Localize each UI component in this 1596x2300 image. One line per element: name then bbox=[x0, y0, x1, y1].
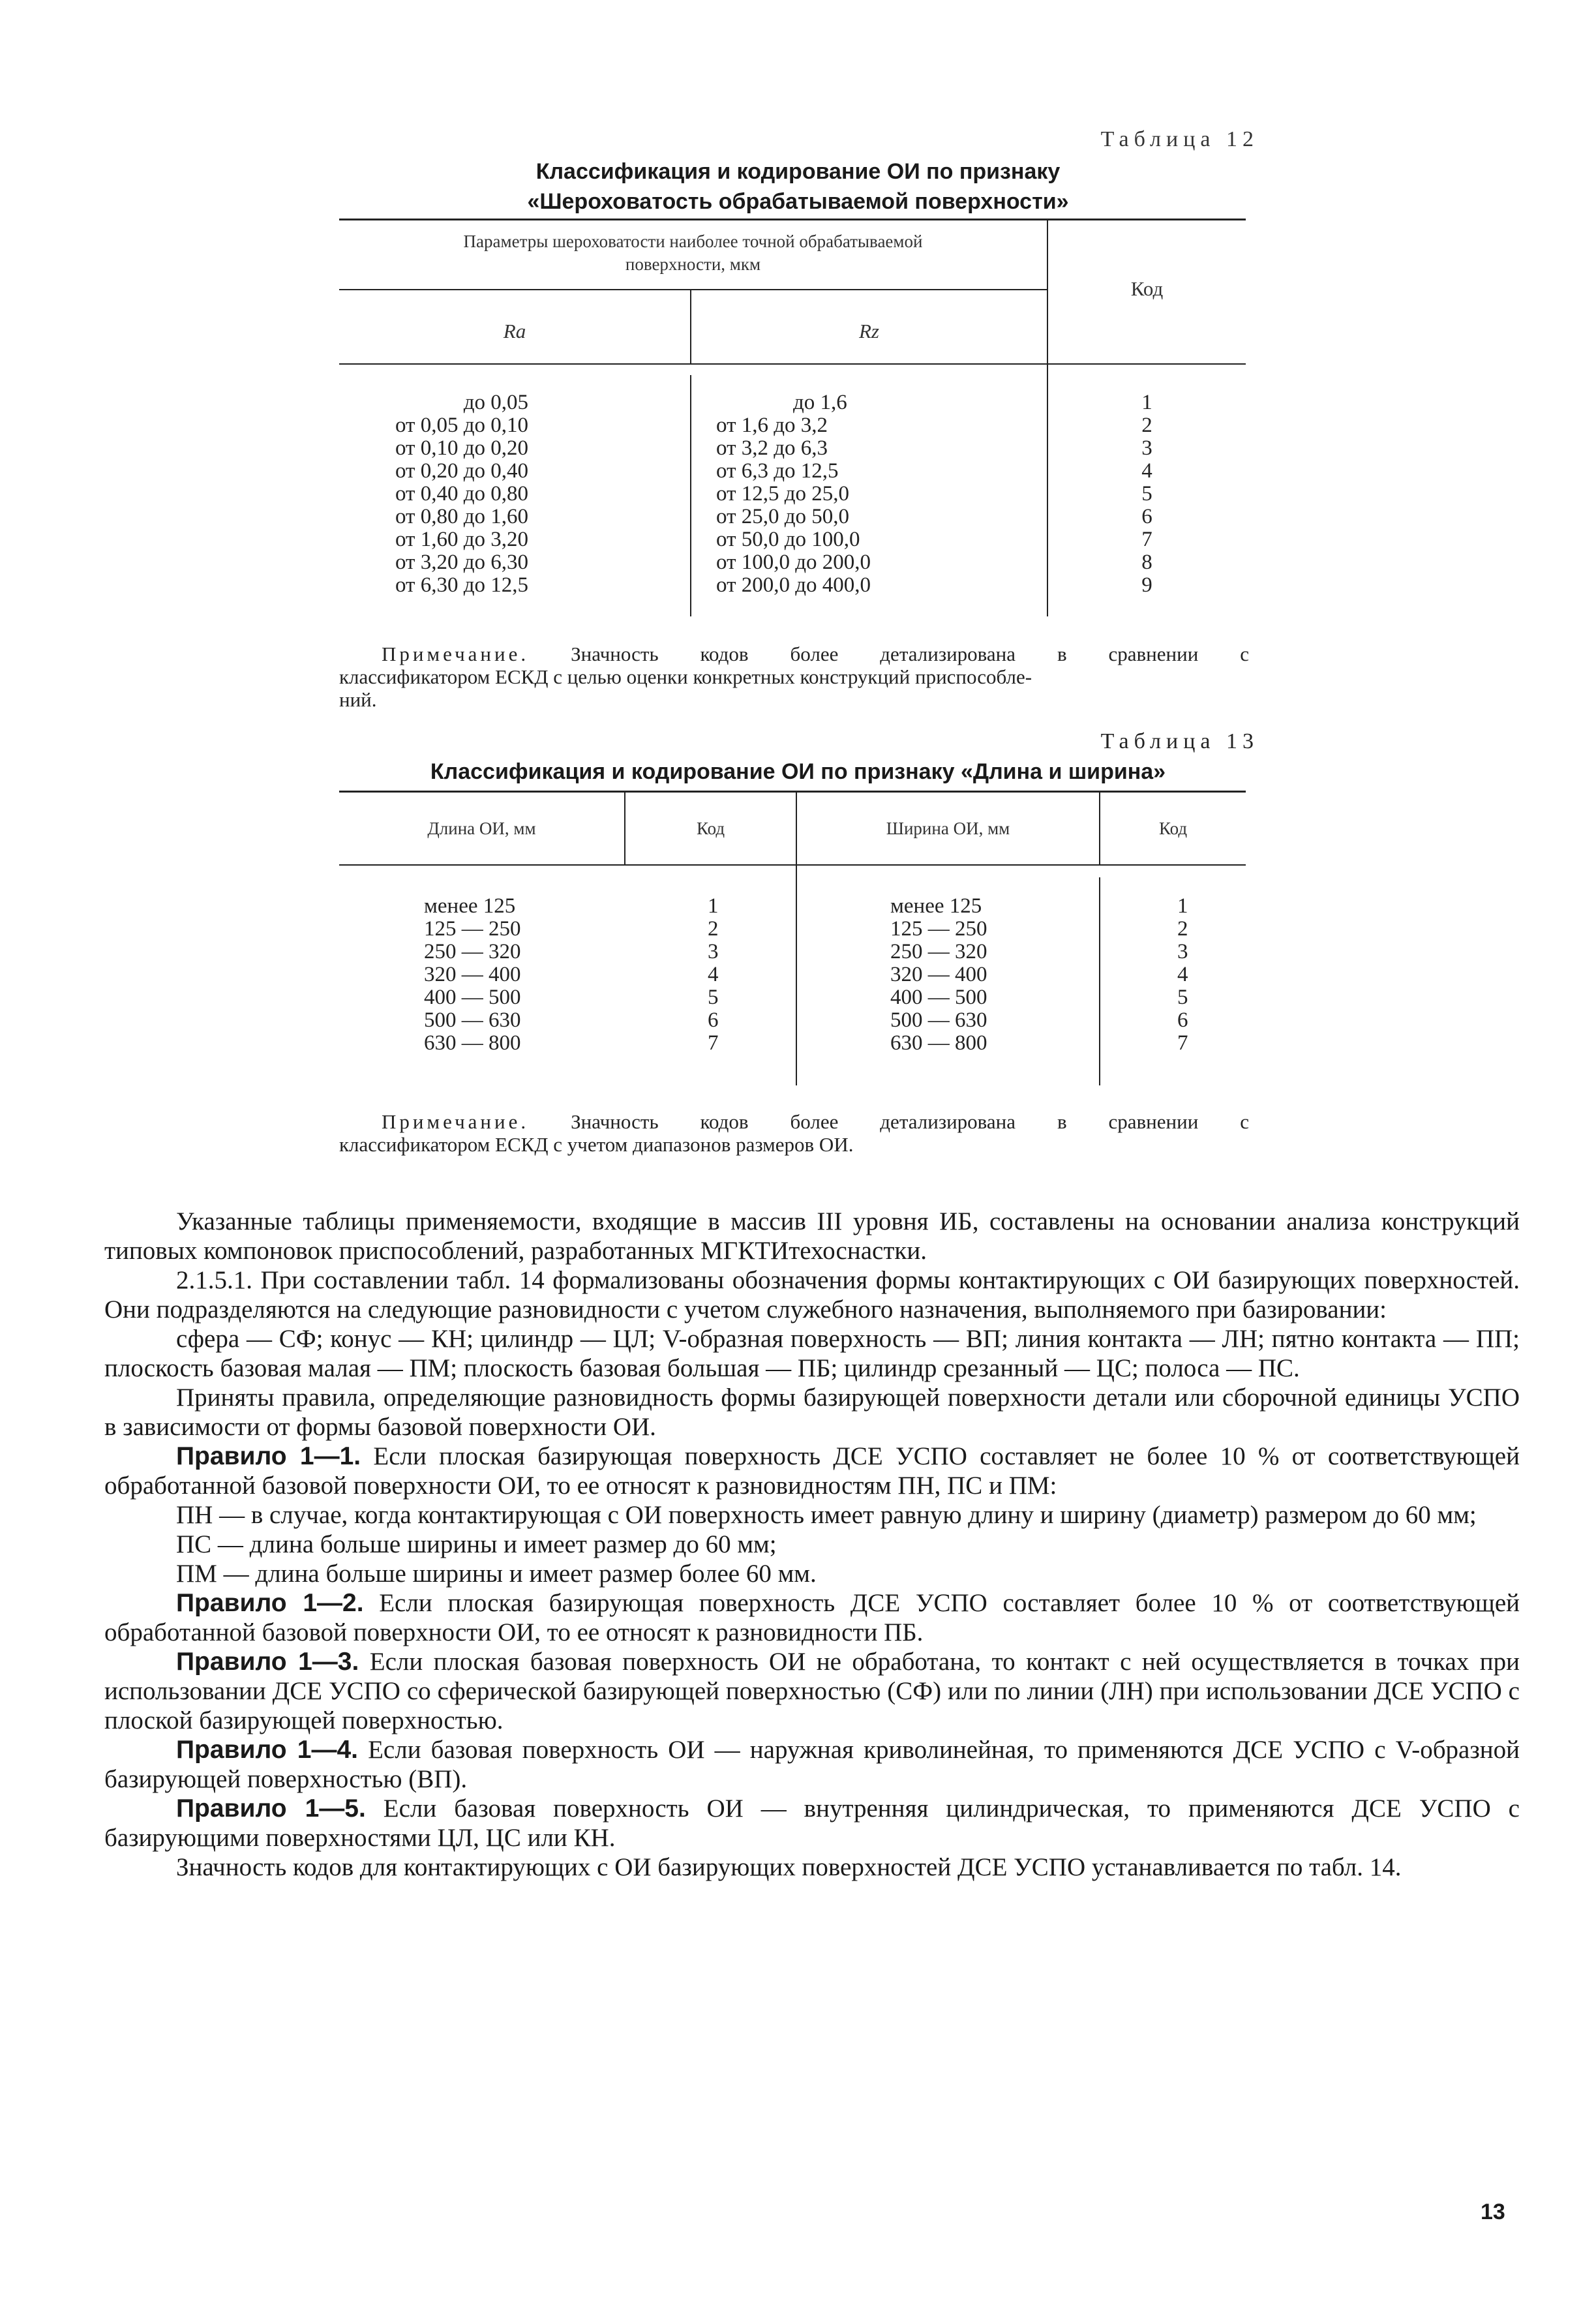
rule-1-2 bbox=[104, 1588, 1520, 1647]
paragraph-applicability-tables: Указанные таблицы применяемости, входящие в массив III уровня ИБ, составлены на основании анализа конструкций типовых компоновок приспособлений, разработанных МГКТИтехоснастки. bbox=[104, 1207, 1520, 1265]
table-13-length-column bbox=[424, 895, 574, 1055]
table-12-caption-line1: Классификация и кодирование ОИ по признаку bbox=[535, 159, 1061, 184]
table-13-header-code-1: Код bbox=[696, 819, 725, 838]
paragraph-2-1-5-1: 2.1.5.1. При составлении табл. 14 формализованы обозначения формы контактирующих с ОИ базирующих поверхностей. Они подразделяются на следующие разновидности с учетом служебного назначения, выполняемого при базировании: bbox=[104, 1266, 1520, 1324]
table-12-code-cell: 8 bbox=[1141, 551, 1152, 574]
table-12-code-column bbox=[1048, 391, 1246, 597]
table-13-length-cell: 125 — 250 bbox=[424, 917, 521, 941]
body-text bbox=[104, 1207, 1520, 1882]
table-13-label: Таблица 13 bbox=[1100, 729, 1259, 753]
rule-1-5 bbox=[104, 1794, 1520, 1853]
table-13-note-word: Примечание. bbox=[382, 1110, 530, 1133]
table-12-note-line3: ний. bbox=[339, 688, 377, 711]
table-13-code-cell: 5 bbox=[708, 986, 719, 1009]
paragraph-closing: Значность кодов для контактирующих с ОИ базирующих поверхностей ДСЕ УСПО устанавливается по табл. 14. bbox=[176, 1853, 1402, 1881]
table-13-code-cell: 3 bbox=[1177, 940, 1188, 963]
table-13-width-cell: 400 — 500 bbox=[890, 986, 987, 1009]
table-12-rz-cell: от 1,6 до 3,2 bbox=[716, 414, 828, 437]
table-13-width-column bbox=[890, 895, 1047, 1055]
table-13-code-column-2 bbox=[1177, 895, 1216, 1055]
table-13-note-line1: Значность кодов более детализирована в сравнении с bbox=[571, 1110, 1249, 1133]
table-13-width-cell: 320 — 400 bbox=[890, 963, 987, 986]
paragraph-surface-types: сфера — СФ; конус — КН; цилиндр — ЦЛ; V-образная поверхность — ВП; линия контакта — ЛН; пятно контакта — ПП; плоскость базовая малая — ПМ; плоскость базовая большая — ПБ; цилиндр срезанный — ЦС; полоса — ПС. bbox=[104, 1325, 1520, 1382]
table-13-top-rule bbox=[339, 791, 1246, 793]
table-13-code-cell: 4 bbox=[708, 963, 719, 986]
table-13-code-cell: 1 bbox=[708, 894, 719, 918]
rule-1-4-text: Если базовая поверхность ОИ — наружная криволинейная, то применяются ДСЕ УСПО с V-образной базирующей поверхностью (ВП). bbox=[104, 1736, 1520, 1793]
page-number: 13 bbox=[1481, 2200, 1505, 2224]
table-12-top-rule bbox=[339, 219, 1246, 220]
table-13-header-code-2: Код bbox=[1158, 819, 1188, 838]
table-13-header-length: Длина ОИ, мм bbox=[427, 819, 536, 838]
table-12-header-params-line2: поверхности, мкм bbox=[625, 254, 761, 274]
rule-1-1 bbox=[104, 1442, 1520, 1500]
table-13-code-column-1 bbox=[708, 895, 747, 1055]
table-13-width-cell: менее 125 bbox=[890, 894, 982, 918]
table-13-note bbox=[339, 1110, 1249, 1156]
table-12-code-cell: 5 bbox=[1141, 482, 1152, 506]
table-12-header-bottom-rule bbox=[339, 363, 1246, 365]
rule-1-1-label: Правило 1—1. bbox=[176, 1442, 361, 1470]
table-12-header-rz: Rz bbox=[859, 320, 879, 342]
table-12-rz-cell: от 200,0 до 400,0 bbox=[716, 573, 871, 597]
table-12-note bbox=[339, 643, 1249, 711]
rule-ps: ПС — длина больше ширины и имеет размер до 60 мм; bbox=[176, 1530, 777, 1558]
table-12-note-line1: Значность кодов более детализирована в сравнении с bbox=[571, 643, 1249, 665]
table-13-code-cell: 3 bbox=[708, 940, 719, 963]
rule-1-5-text: Если базовая поверхность ОИ — внутренняя цилиндрическая, то применяются ДСЕ УСПО с базирующими поверхностями ЦЛ, ЦС или КН. bbox=[104, 1794, 1520, 1852]
table-12-ra-cell: от 0,10 до 0,20 bbox=[395, 436, 528, 460]
table-13-header-width: Ширина ОИ, мм bbox=[886, 819, 1010, 838]
table-12-ra-cell: от 3,20 до 6,30 bbox=[395, 551, 528, 574]
table-12-rz-cell: от 50,0 до 100,0 bbox=[716, 528, 860, 551]
table-12-ra-cell: от 6,30 до 12,5 bbox=[395, 573, 528, 597]
table-13-length-cell: 630 — 800 bbox=[424, 1031, 521, 1055]
table-13-code-cell: 2 bbox=[708, 917, 719, 941]
table-13-width-cell: 630 — 800 bbox=[890, 1031, 987, 1055]
rule-1-3 bbox=[104, 1647, 1520, 1735]
table-12-ra-cell: от 1,60 до 3,20 bbox=[395, 528, 528, 551]
table-12-note-line2: классификатором ЕСКД с целью оценки конкретных конструкций приспособле- bbox=[339, 665, 1032, 688]
rule-1-4-label: Правило 1—4. bbox=[176, 1736, 358, 1764]
table-13-caption: Классификация и кодирование ОИ по признаку «Длина и ширина» bbox=[430, 759, 1166, 784]
table-12-rz-cell: от 12,5 до 25,0 bbox=[716, 482, 850, 506]
table-12-ra-cell: от 0,80 до 1,60 bbox=[395, 505, 528, 528]
paragraph-rules-intro: Приняты правила, определяющие разновидность формы базирующей поверхности детали или сборочной единицы УСПО в зависимости от формы базовой поверхности ОИ. bbox=[104, 1384, 1520, 1441]
table-12-caption-line2: «Шероховатость обрабатываемой поверхности» bbox=[527, 189, 1069, 214]
table-12-ra-cell: от 0,20 до 0,40 bbox=[395, 459, 528, 483]
table-12-rz-column bbox=[716, 391, 977, 597]
table-12-ra-cell: от 0,05 до 0,10 bbox=[395, 414, 528, 437]
rule-1-2-label: Правило 1—2. bbox=[176, 1589, 364, 1617]
table-13-length-cell: 400 — 500 bbox=[424, 986, 521, 1009]
table-13-width-cell: 125 — 250 bbox=[890, 917, 987, 941]
rule-1-4 bbox=[104, 1735, 1520, 1794]
table-12-header-ra: Ra bbox=[503, 320, 526, 342]
table-12-header-split-rule bbox=[339, 289, 1047, 290]
table-13-code-cell: 5 bbox=[1177, 986, 1188, 1009]
table-13-length-cell: 320 — 400 bbox=[424, 963, 521, 986]
rule-1-2-text: Если плоская базирующая поверхность ДСЕ УСПО составляет более 10 % от соответствующей обработанной базовой поверхности ОИ, то ее относят к разновидности ПБ. bbox=[104, 1589, 1520, 1646]
table-13-length-cell: 500 — 630 bbox=[424, 1008, 521, 1032]
table-12-ra-cell: от 0,40 до 0,80 bbox=[395, 482, 528, 506]
table-13-code-cell: 2 bbox=[1177, 917, 1188, 941]
table-12-note-word: Примечание. bbox=[382, 643, 530, 665]
rule-pm: ПМ — длина больше ширины и имеет размер более 60 мм. bbox=[176, 1560, 817, 1588]
table-13-code-cell: 7 bbox=[1177, 1031, 1188, 1055]
table-12-code-cell: 3 bbox=[1141, 436, 1152, 460]
table-13-code-cell: 7 bbox=[708, 1031, 719, 1055]
table-12-ra-column bbox=[352, 391, 528, 597]
table-12-rz-cell: до 1,6 bbox=[793, 391, 847, 414]
table-12-label: Таблица 12 bbox=[1100, 127, 1259, 151]
rule-1-5-label: Правило 1—5. bbox=[176, 1794, 366, 1823]
table-13-note-line2: классификатором ЕСКД с учетом диапазонов размеров ОИ. bbox=[339, 1133, 854, 1156]
rule-1-1-text: Если плоская базирующая поверхность ДСЕ УСПО составляет не более 10 % от соответствующей обработанной базовой поверхности ОИ, то ее относят к разновидностям ПН, ПС и ПМ: bbox=[104, 1442, 1520, 1500]
table-13-width-cell: 500 — 630 bbox=[890, 1008, 987, 1032]
table-13-header-bottom-rule bbox=[339, 864, 1246, 866]
table-12-body-divider-1 bbox=[690, 375, 691, 616]
rule-1-3-label: Правило 1—3. bbox=[176, 1648, 359, 1676]
table-12-code-cell: 4 bbox=[1141, 459, 1152, 483]
table-13-length-cell: менее 125 bbox=[424, 894, 516, 918]
table-13-code-cell: 1 bbox=[1177, 894, 1188, 918]
table-12-rz-cell: от 100,0 до 200,0 bbox=[716, 551, 871, 574]
table-12-rz-cell: от 6,3 до 12,5 bbox=[716, 459, 839, 483]
table-13-width-cell: 250 — 320 bbox=[890, 940, 987, 963]
table-12-code-cell: 1 bbox=[1141, 391, 1152, 414]
table-12-code-cell: 2 bbox=[1141, 414, 1152, 437]
rule-1-3-text: Если плоская базовая поверхность ОИ не обработана, то контакт с ней осуществляется в точках при использовании ДСЕ УСПО со сферической базирующей поверхностью (СФ) или по линии (ЛН) при использовании ДСЕ УСПО с плоской базирующей поверхностью. bbox=[104, 1648, 1520, 1734]
table-13-code-cell: 6 bbox=[1177, 1008, 1188, 1032]
table-13-code-cell: 6 bbox=[708, 1008, 719, 1032]
table-12-header-code: Код bbox=[1130, 277, 1164, 300]
table-12-ra-cell: до 0,05 bbox=[463, 391, 528, 414]
table-13-body-divider-3 bbox=[1099, 877, 1100, 1085]
table-12-code-cell: 6 bbox=[1141, 505, 1152, 528]
table-12-header-params-line1: Параметры шероховатости наиболее точной обрабатываемой bbox=[463, 232, 923, 251]
table-12-rz-cell: от 3,2 до 6,3 bbox=[716, 436, 828, 460]
table-12-code-cell: 9 bbox=[1141, 573, 1152, 597]
rule-pn: ПН — в случае, когда контактирующая с ОИ поверхность имеет равную длину и ширину (диаметр) размером до 60 мм; bbox=[176, 1501, 1477, 1529]
table-12-code-cell: 7 bbox=[1141, 528, 1152, 551]
table-13-code-cell: 4 bbox=[1177, 963, 1188, 986]
table-12-rz-cell: от 25,0 до 50,0 bbox=[716, 505, 850, 528]
table-13-length-cell: 250 — 320 bbox=[424, 940, 521, 963]
